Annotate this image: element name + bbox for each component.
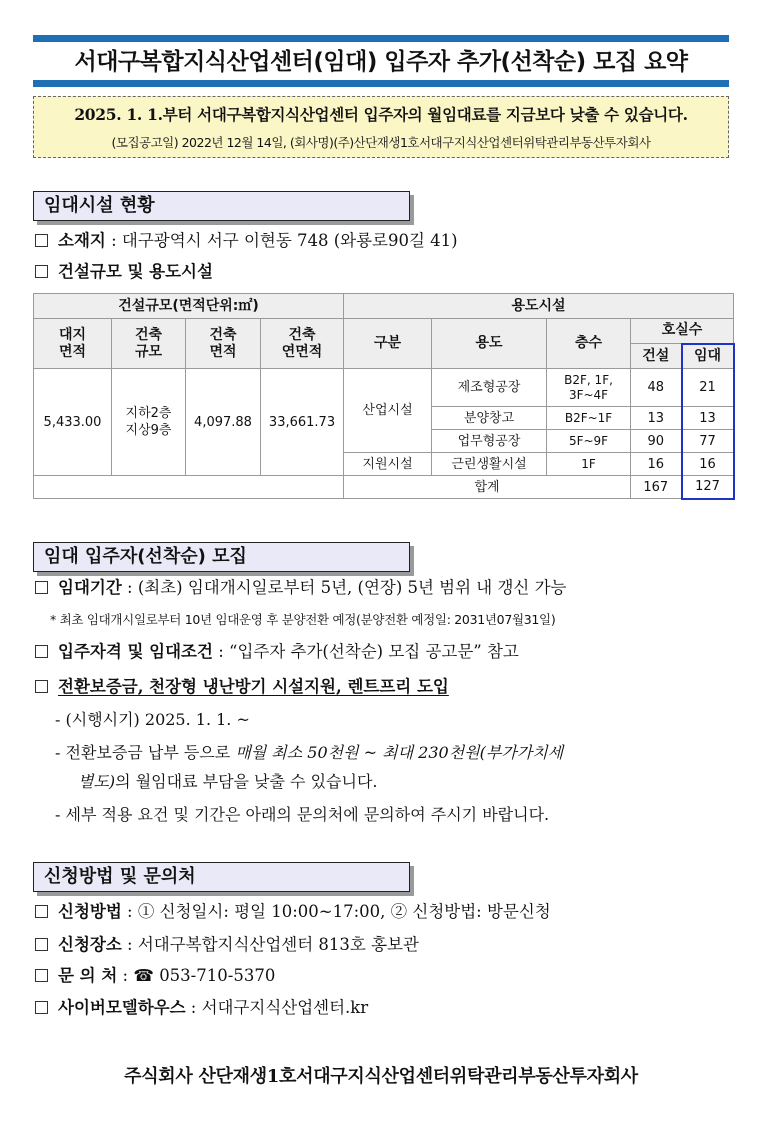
bullet-method [35, 900, 551, 924]
detail-deposit-text: - 전환보증금 납부 등으로 [55, 743, 236, 762]
section-heading-recruitment [33, 542, 410, 572]
checkbox-square-icon [35, 905, 48, 918]
cell-floors: 5F~9F [547, 430, 631, 453]
cell-class-industrial: 산업시설 [344, 369, 432, 453]
header-building-area: 건축 면적 [186, 319, 261, 369]
header-floors: 층수 [547, 319, 631, 369]
cell-purpose: 근린생활시설 [432, 453, 547, 476]
header-purpose: 용도 [432, 319, 547, 369]
cell-lease: 13 [682, 407, 734, 430]
bullet-scale [35, 260, 213, 284]
section-heading-application [33, 862, 410, 892]
method-label: 신청방법 [58, 902, 122, 921]
detail-deposit-vat: 별도) [78, 772, 116, 791]
section-heading-facilities [33, 191, 410, 221]
location-value: : 대구광역시 서구 이현동 748 (와룡로90길 41) [111, 231, 458, 250]
header-scale: 건설규모(면적단위:㎡) [34, 294, 344, 319]
checkbox-square-icon [35, 234, 48, 247]
cell-total-lease: 127 [682, 476, 734, 499]
cell-built: 48 [631, 369, 682, 407]
cell-total-built: 167 [631, 476, 682, 499]
header-rooms: 호실수 [631, 319, 734, 344]
cell-floor-area: 33,661.73 [261, 369, 344, 476]
detail-inquiry: - 세부 적용 요건 및 기간은 아래의 문의처에 문의하여 주시기 바랍니다. [55, 805, 550, 824]
notice-line-2: (모집공고일) 2022년 12월 14일, (회사명)(주)산단재생1호서대구지식산업센터위탁관리부동산투자회사 [111, 135, 651, 150]
detail-deposit-text-2: 의 월임대료 부담을 낮출 수 있습니다. [115, 772, 378, 791]
detail-deposit-amount: 매월 최소 50천원 ~ 최대 230천원(부가가치세 [235, 743, 564, 762]
qualification-label: 입주자격 및 임대조건 [58, 642, 213, 661]
cell-lease: 77 [682, 430, 734, 453]
period-note: * 최초 임대개시일로부터 10년 임대운영 후 분양전환 예정(분양전환 예정일: 2031년07월31일) [50, 612, 556, 627]
header-class: 구분 [344, 319, 432, 369]
cell-total-label: 합계 [344, 476, 631, 499]
notice-box [33, 96, 729, 158]
contact-label: 문 의 처 [58, 966, 118, 985]
header-floor-area: 건축 연면적 [261, 319, 344, 369]
phone-icon: ☎ [133, 966, 154, 985]
cell-floors: B2F~1F [547, 407, 631, 430]
header-lease: 임대 [682, 344, 734, 369]
facility-table [33, 293, 735, 500]
section-heading-text: 임대 입주자(선착순) 모집 [44, 546, 247, 567]
checkbox-square-icon [35, 938, 48, 951]
detail-deposit-line-2 [78, 770, 378, 794]
checkbox-square-icon [35, 265, 48, 278]
checkbox-square-icon [35, 969, 48, 982]
cell-floors: 1F [547, 453, 631, 476]
page-title: 서대구복합지식산업센터(임대) 입주자 추가(선착순) 모집 요약 [74, 49, 688, 75]
bullet-period [35, 576, 567, 600]
checkbox-square-icon [35, 1001, 48, 1014]
qualification-value: : “입주자 추가(선착순) 모집 공고문” 참고 [218, 642, 519, 661]
cell-building-scale: 지하2층 지상9층 [112, 369, 186, 476]
cell-lease: 16 [682, 453, 734, 476]
checkbox-square-icon [35, 645, 48, 658]
title-rule-bottom [33, 80, 729, 87]
place-label: 신청장소 [58, 935, 122, 954]
support-label: 전환보증금, 천장형 냉난방기 시설지원, 렌트프리 도입 [58, 677, 449, 696]
footer-company: 주식회사 산단재생1호서대구지식산업센터위탁관리부동산투자회사 [124, 1066, 638, 1087]
notice-line-1: 2025. 1. 1.부터 서대구복합지식산업센터 입주자의 월임대료를 지금보다 낮출 수 있습니다. [74, 105, 688, 124]
cyber-label: 사이버모델하우스 [58, 998, 186, 1017]
section-heading-text: 신청방법 및 문의처 [44, 866, 196, 887]
header-built: 건설 [631, 344, 682, 369]
cell-lease: 21 [682, 369, 734, 407]
title-banner [33, 35, 729, 87]
method-value: : ① 신청일시: 평일 10:00~17:00, ② 신청방법: 방문신청 [127, 902, 551, 921]
cell-empty [34, 476, 344, 499]
cell-floors: B2F, 1F, 3F~4F [547, 369, 631, 407]
cyber-value[interactable]: : 서대구지식산업센터.kr [190, 998, 369, 1017]
checkbox-square-icon [35, 581, 48, 594]
cell-building-area: 4,097.88 [186, 369, 261, 476]
cell-built: 13 [631, 407, 682, 430]
header-land-area: 대지 면적 [34, 319, 112, 369]
bullet-qualification [35, 640, 519, 664]
cell-purpose: 제조형공장 [432, 369, 547, 407]
location-label: 소재지 [58, 231, 106, 250]
bullet-support [35, 675, 449, 699]
detail-start-date: - (시행시기) 2025. 1. 1. ~ [55, 710, 250, 729]
cell-built: 90 [631, 430, 682, 453]
place-value: : 서대구복합지식산업센터 813호 홍보관 [127, 935, 419, 954]
cell-built: 16 [631, 453, 682, 476]
scale-label: 건설규모 및 용도시설 [58, 262, 213, 281]
header-building-scale: 건축 규모 [112, 319, 186, 369]
detail-deposit-line [55, 741, 563, 765]
contact-phone[interactable]: 053-710-5370 [159, 966, 276, 985]
bullet-place [35, 933, 419, 957]
checkbox-square-icon [35, 680, 48, 693]
bullet-cyber [35, 996, 368, 1020]
period-value: : (최초) 임대개시일로부터 5년, (연장) 5년 범위 내 갱신 가능 [127, 578, 567, 597]
period-label: 임대기간 [58, 578, 122, 597]
cell-class-support: 지원시설 [344, 453, 432, 476]
title-rule-top [33, 35, 729, 42]
bullet-contact: 문 의 처 : ☎ 053-710-5370 [35, 964, 275, 988]
cell-purpose: 분양창고 [432, 407, 547, 430]
cell-purpose: 업무형공장 [432, 430, 547, 453]
bullet-location [35, 229, 458, 253]
header-use: 용도시설 [344, 294, 734, 319]
cell-land-area: 5,433.00 [34, 369, 112, 476]
section-heading-text: 임대시설 현황 [44, 195, 155, 216]
